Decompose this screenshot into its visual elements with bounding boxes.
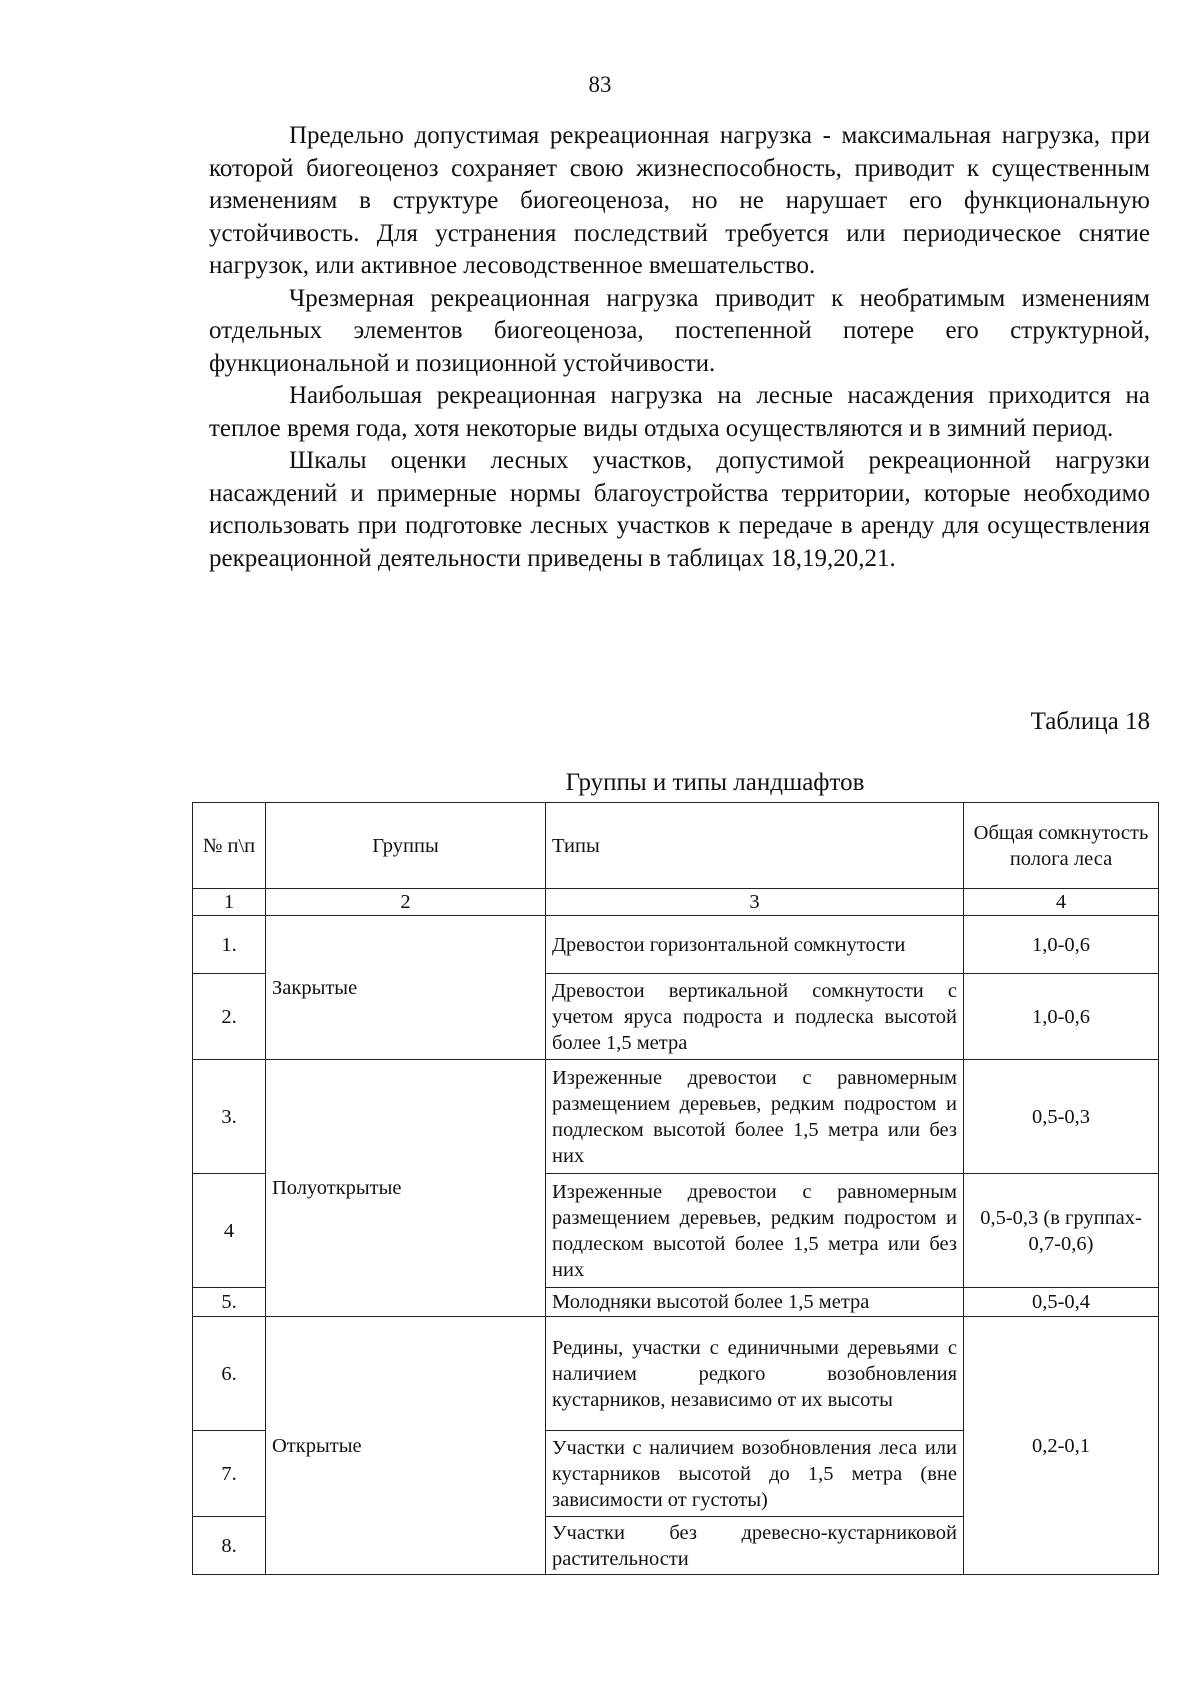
- page-number: 83: [588, 72, 612, 97]
- row-num: 4: [193, 1174, 266, 1288]
- type-cell: Древостои вертикальной сомкнутости с учетом яруса подроста и подлеска высотой более 1,5 метра: [546, 974, 964, 1060]
- row-num: 6.: [193, 1317, 266, 1431]
- density-cell: 1,0-0,6: [964, 916, 1159, 974]
- density-cell: 0,5-0,4: [964, 1288, 1159, 1317]
- type-cell: Участки без древесно-кустарниковой растительности: [546, 1517, 964, 1575]
- row-num: 7.: [193, 1431, 266, 1517]
- type-cell: Древостои горизонтальной сомкнутости: [546, 916, 964, 974]
- row-num: 5.: [193, 1288, 266, 1317]
- column-index: 3: [546, 889, 964, 916]
- column-index-row: [193, 889, 1159, 916]
- table-row: [193, 916, 1159, 974]
- table-header-row: [193, 803, 1159, 889]
- type-cell: Участки с наличием возобновления леса или кустарников высотой до 1,5 метра (вне зависимости от густоты): [546, 1431, 964, 1517]
- density-cell: 1,0-0,6: [964, 974, 1159, 1060]
- header-density: Общая сомкнутость полога леса: [964, 803, 1159, 889]
- column-index: 4: [964, 889, 1159, 916]
- type-cell: Редины, участки с единичными деревьями с наличием редкого возобновления кустарников, независимо от их высоты: [546, 1317, 964, 1431]
- group-cell: Закрытые: [266, 916, 546, 1060]
- type-cell: Молодняки высотой более 1,5 метра: [546, 1288, 964, 1317]
- table-label: Таблица 18: [1030, 708, 1150, 735]
- table-row: [193, 1060, 1159, 1174]
- column-index: 1: [193, 889, 266, 916]
- row-num: 8.: [193, 1517, 266, 1575]
- header-type: Типы: [546, 803, 964, 889]
- body-text: [209, 120, 1150, 575]
- group-cell: Полуоткрытые: [266, 1060, 546, 1317]
- density-cell: 0,5-0,3: [964, 1060, 1159, 1174]
- header-group: Группы: [266, 803, 546, 889]
- row-num: 2.: [193, 974, 266, 1060]
- header-num: № п\п: [193, 803, 266, 889]
- landscape-table: [192, 802, 1159, 1575]
- paragraph: Чрезмерная рекреационная нагрузка приводит к необратимым изменениям отдельных элементов биогеоценоза, постепенной потере его структурной, функциональной и позиционной устойчивости.: [209, 284, 1150, 377]
- column-index: 2: [266, 889, 546, 916]
- type-cell: Изреженные древостои с равномерным размещением деревьев, редким подростом и подлеском высотой более 1,5 метра или без них: [546, 1060, 964, 1174]
- table-row: [193, 1317, 1159, 1431]
- row-num: 1.: [193, 916, 266, 974]
- density-cell: 0,5-0,3 (в группах- 0,7-0,6): [964, 1174, 1159, 1288]
- paragraph: Предельно допустимая рекреационная нагрузка - максимальная нагрузка, при которой биогеоценоз сохраняет свою жизнеспособность, приводит к существенным изменениям в структуре биогеоценоза, но не нарушает его функциональную устойчивость. Для устранения последствий требуется или периодическое снятие нагрузок, или активное лесоводственное вмешательство.: [209, 122, 1150, 279]
- paragraph: Наибольшая рекреационная нагрузка на лесные насаждения приходится на теплое время года, хотя некоторые виды отдыха осуществляются и в зимний период.: [209, 382, 1150, 442]
- paragraph: Шкалы оценки лесных участков, допустимой рекреационной нагрузки насаждений и примерные нормы благоустройства территории, которые необходимо использовать при подготовке лесных участков к передаче в аренду для осуществления рекреационной деятельности приведены в таблицах 18,19,20,21.: [209, 447, 1150, 572]
- row-num: 3.: [193, 1060, 266, 1174]
- group-cell: Открытые: [266, 1317, 546, 1575]
- type-cell: Изреженные древостои с равномерным размещением деревьев, редким подростом и подлеском высотой более 1,5 метра или без них: [546, 1174, 964, 1288]
- density-cell: 0,2-0,1: [964, 1317, 1159, 1575]
- table-title: Группы и типы ландшафтов: [565, 769, 865, 796]
